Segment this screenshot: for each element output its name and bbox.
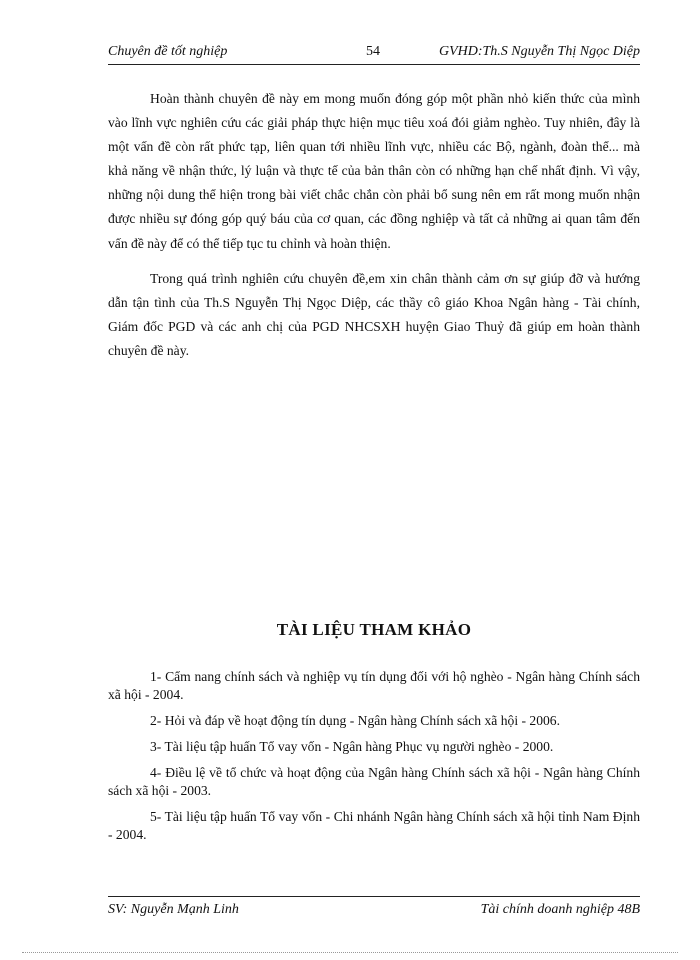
page-edge-divider: [22, 952, 678, 953]
footer-class: Tài chính doanh nghiệp 48B: [480, 902, 640, 917]
reference-item: 1- Cẩm nang chính sách và nghiệp vụ tín dụng đối với hộ nghèo - Ngân hàng Chính sách xã hội - 2004.: [108, 669, 640, 702]
reference-item: 5- Tài liệu tập huấn Tổ vay vốn - Chi nhánh Ngân hàng Chính sách xã hội tỉnh Nam Định - 2004.: [108, 809, 640, 842]
body-paragraph: Trong quá trình nghiên cứu chuyên đề,em xin chân thành cảm ơn sự giúp đỡ và hướng dẫn tận tình của Th.S Nguyễn Thị Ngọc Diệp, các thầy cô giáo Khoa Ngân hàng - Tài chính, Giám đốc PGD và các anh chị của PGD NHCSXH huyện Giao Thuỷ đã giúp em hoàn thành chuyên đề này.: [108, 270, 640, 358]
page-number: 54: [366, 44, 380, 59]
body-paragraph: Hoàn thành chuyên đề này em mong muốn đóng góp một phần nhỏ kiến thức của mình vào lĩnh vực nghiên cứu các giải pháp thực hiện mục tiêu xoá đói giảm nghèo. Tuy nhiên, đây là một vấn đề còn rất phức tạp, liên quan tới nhiều lĩnh vực, nhiều các Bộ, ngành, đoàn thể... mà khả năng về nhận thức, lý luận và thực tế của bản thân còn có những hạn chế nhất định. Vì vậy, những nội dung thể hiện trong bài viết chắc chắn còn phải bổ sung nên em rất mong muốn nhận được nhiều sự đóng góp quý báu của cơ quan, các đồng nghiệp và tất cả những ai quan tâm đến vấn đề này để có thể tiếp tục tu chỉnh và hoàn thiện.: [108, 91, 640, 251]
page-footer: [108, 896, 640, 919]
reference-item: 2- Hỏi và đáp về hoạt động tín dụng - Ngân hàng Chính sách xã hội - 2006.: [150, 713, 561, 728]
header-right-advisor: GVHD:Th.S Nguyễn Thị Ngọc Diệp: [438, 44, 640, 59]
header-left-title: Chuyên đề tốt nghiệp: [108, 44, 228, 59]
reference-item: 3- Tài liệu tập huấn Tổ vay vốn - Ngân hàng Phục vụ người nghèo - 2000.: [150, 739, 554, 754]
footer-student: SV: Nguyễn Mạnh Linh: [108, 902, 239, 917]
references-title: TÀI LIỆU THAM KHẢO: [276, 620, 472, 639]
page-header: [108, 42, 640, 65]
reference-item: 4- Điều lệ về tổ chức và hoạt động của Ngân hàng Chính sách xã hội - Ngân hàng Chính sách xã hội - 2003.: [108, 765, 640, 798]
references-list: [108, 668, 640, 852]
body-text: [108, 87, 640, 374]
